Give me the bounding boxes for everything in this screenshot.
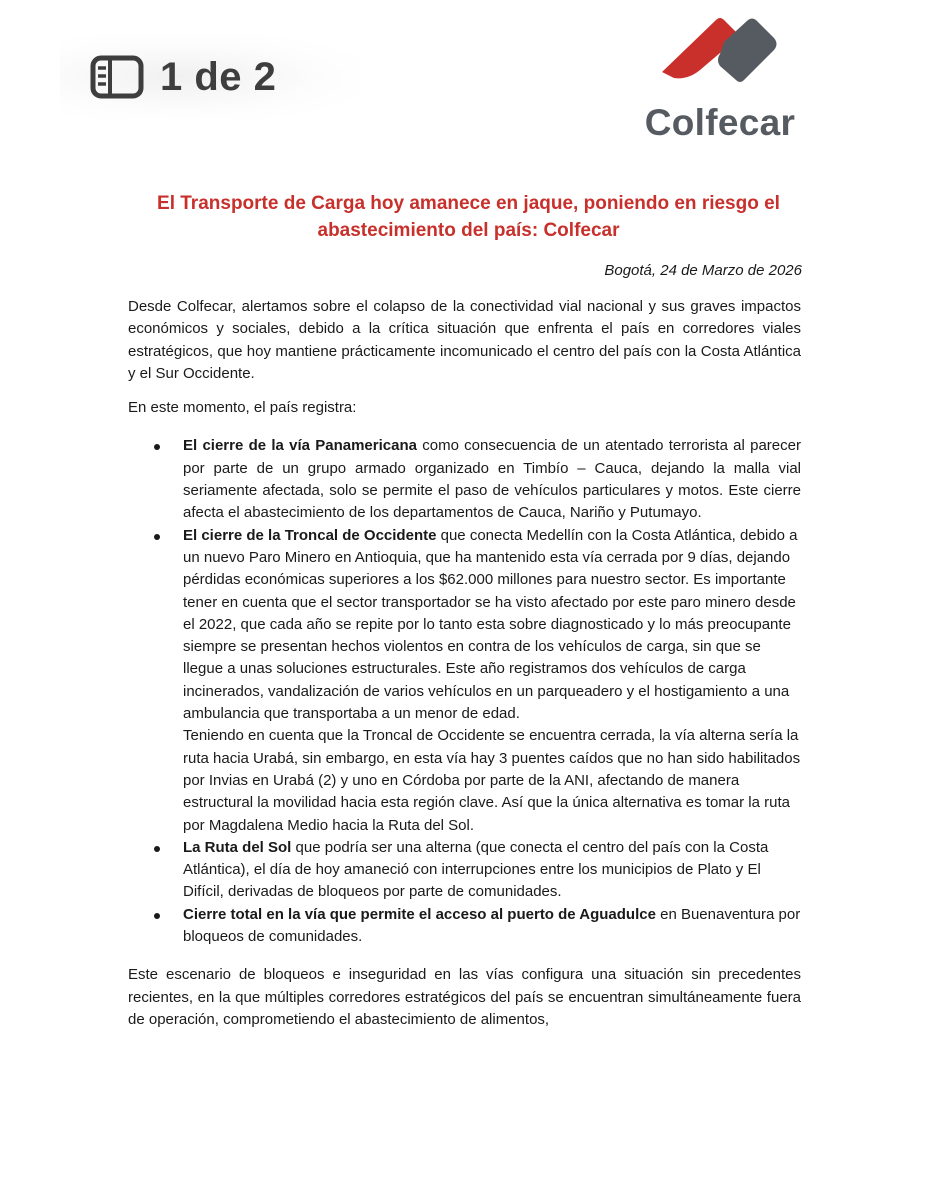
book-pages-icon [90,55,144,99]
bullet-text: como consecuencia de un atentado terrorista al parecer por parte de un grupo armado organizado en Timbío – Cauca, dejando la malla vial seriamente afectada, solo se permite el paso de vehículos particulares y motos. Este cierre afecta el abastecimiento de los departamentos de Cauca, Nariño y Putumayo. [183,437,801,522]
bullet-icon [154,846,160,852]
bullet-extra-paragraph: Teniendo en cuenta que la Troncal de Occidente se encuentra cerrada, la vía alterna sería la ruta hacia Urabá, sin embargo, en esta vía hay 3 puentes caídos que no han sido habilitados por Invias en Urabá (2) y uno en Córdoba por parte de la ANI, afectando de manera estructural la movilidad hacia esta región clave. Así que la única alternativa es tomar la ruta por Magdalena Medio hacia la Ruta del Sol. [183,727,801,834]
bullet-icon [154,444,160,450]
colfecar-logo-mark [640,14,800,104]
document-title-line-2: abastecimiento del país: Colfecar [317,220,620,241]
bullet-bold-text: El cierre de la vía Panamericana [183,437,417,455]
closing-paragraph: Este escenario de bloqueos e inseguridad en las vías configura una situación sin precedentes recientes, en la que múltiples corredores estratégicos del país se encuentran simultáneamente fuera de operación, comprometiendo el abastecimiento de alimentos, [128,966,801,1028]
bullet-text: que conecta Medellín con la Costa Atlántica, debido a un nuevo Paro Minero en Antioquia, que ha mantenido esta vía cerrada por 9 días, dejando pérdidas económicas superiores a los $62.000 millones para nuestro sector. Es importante tener en cuenta que el sector transportador se ha visto afectado por este paro minero desde el 2022, que cada año se repite por lo tanto esta sobre diagnosticado y lo más preocupante siempre se presentan hechos violentos en contra de los vehículos de carga, sin que se llegue a unas soluciones estructurales. Este año registramos dos vehículos de carga incinerados, vandalización de varios vehículos en un parqueadero y el hostigamiento a una ambulancia que transportaba a un menor de edad. [183,526,798,723]
page-indicator [60,34,360,120]
bullet-icon [154,913,160,919]
document-date: Bogotá, 24 de Marzo de 2026 [604,262,802,279]
bullet-text: que podría ser una alterna (que conecta el centro del país con la Costa Atlántica), el día de hoy amaneció con interrupciones entre los municipios de Plato y El Difícil, derivadas de bloqueos por parte de comunidades. [183,838,769,901]
bullet-bold-text: Cierre total en la vía que permite el acceso al puerto de Aguadulce [183,905,656,923]
bullet-bold-text: La Ruta del Sol [183,838,292,856]
colfecar-logo-text: Colfecar [644,102,796,143]
bullet-icon [154,534,160,540]
list-item [128,525,801,837]
list-item [128,435,801,524]
document-title-line-1: El Transporte de Carga hoy amanece en jaque, poniendo en riesgo el [157,193,780,214]
bullet-list [128,435,801,948]
list-item [128,904,801,949]
page-indicator-text: 1 de 2 [160,54,277,99]
document-body [128,296,801,1031]
intro-paragraph: Desde Colfecar, alertamos sobre el colapso de la conectividad vial nacional y sus graves impactos económicos y sociales, debido a la crítica situación que enfrenta el país en corredores viales estratégicos, que hoy mantiene prácticamente incomunicado el centro del país con la Costa Atlántica y el Sur Occidente. [128,298,801,382]
colfecar-logo [640,14,800,142]
bullet-bold-text: El cierre de la Troncal de Occidente [183,526,437,544]
bullet-text: en Buenaventura por bloqueos de comunidades. [183,905,801,946]
document-title [100,190,837,244]
list-item [128,837,801,904]
lead-paragraph: En este momento, el país registra: [128,399,357,417]
